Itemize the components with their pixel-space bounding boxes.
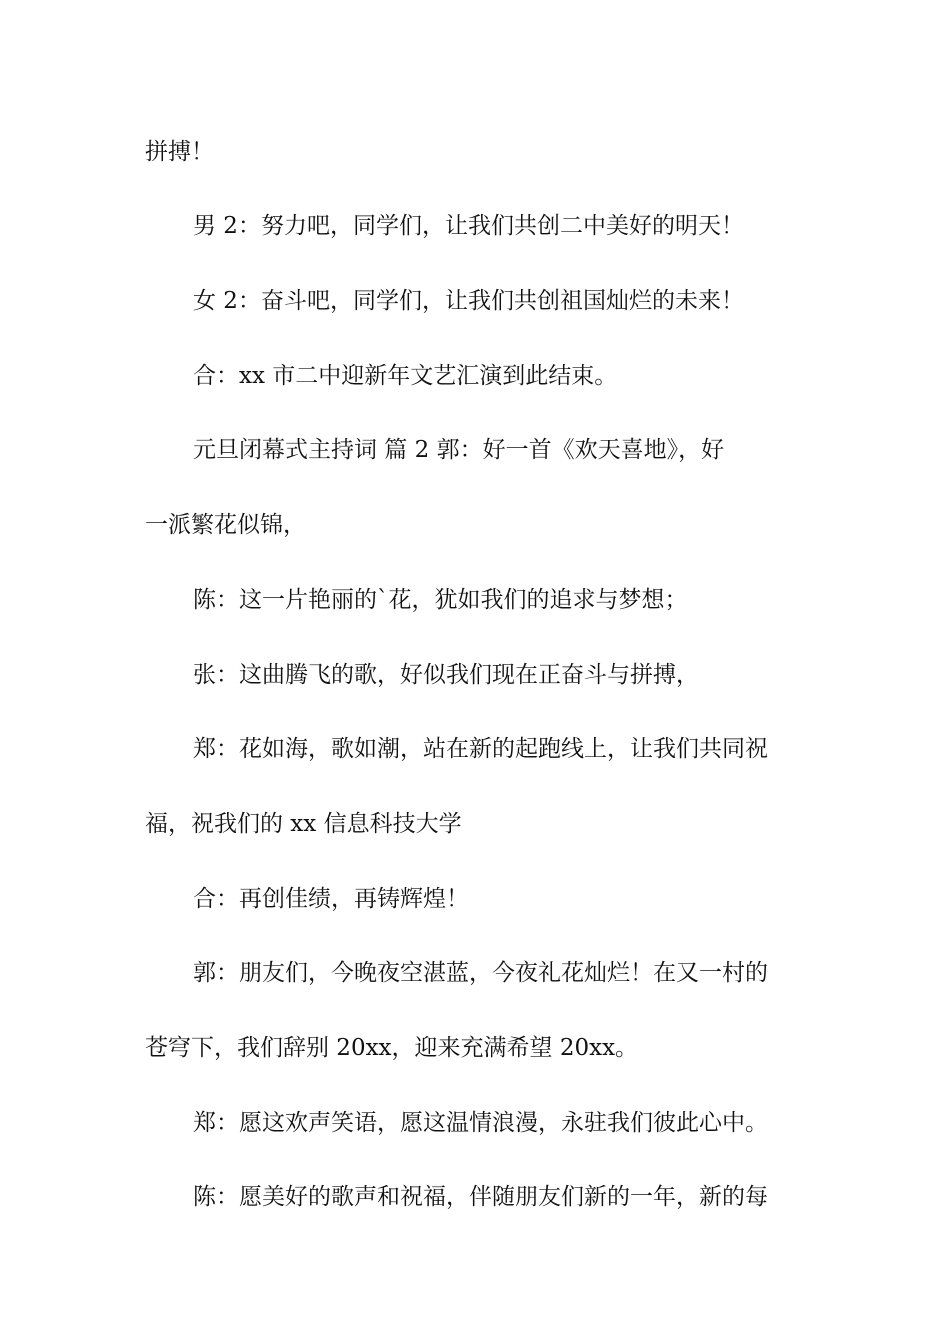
text-line: 张：这曲腾飞的歌，好似我们现在正奋斗与拼搏， bbox=[193, 662, 699, 688]
text-line: 合：再创佳绩，再铸辉煌！ bbox=[193, 886, 469, 912]
text-line: 郑：花如海，歌如潮，站在新的起跑线上，让我们共同祝 bbox=[193, 736, 768, 762]
text-line: 福，祝我们的 xx 信息科技大学 bbox=[145, 811, 462, 837]
text-line: 女 2：奋斗吧，同学们，让我们共创祖国灿烂的未来！ bbox=[193, 288, 744, 314]
text-line: 郭：朋友们，今晚夜空湛蓝，今夜礼花灿烂！在又一村的 bbox=[193, 960, 768, 986]
text-line: 拼搏！ bbox=[145, 139, 214, 165]
text-line: 合：xx 市二中迎新年文艺汇演到此结束。 bbox=[193, 363, 618, 389]
text-line: 陈：愿美好的歌声和祝福，伴随朋友们新的一年，新的每 bbox=[193, 1184, 768, 1210]
text-line: 陈：这一片艳丽的`花，犹如我们的追求与梦想； bbox=[193, 587, 688, 613]
text-line: 苍穹下，我们辞别 20xx，迎来充满希望 20xx。 bbox=[145, 1035, 639, 1061]
text-line: 郑：愿这欢声笑语，愿这温情浪漫，永驻我们彼此心中。 bbox=[193, 1110, 768, 1136]
text-line: 元旦闭幕式主持词 篇 2 郭：好一首《欢天喜地》，好 bbox=[193, 437, 725, 463]
text-line: 一派繁花似锦， bbox=[145, 512, 306, 538]
text-line: 男 2：努力吧，同学们，让我们共创二中美好的明天！ bbox=[193, 213, 744, 239]
